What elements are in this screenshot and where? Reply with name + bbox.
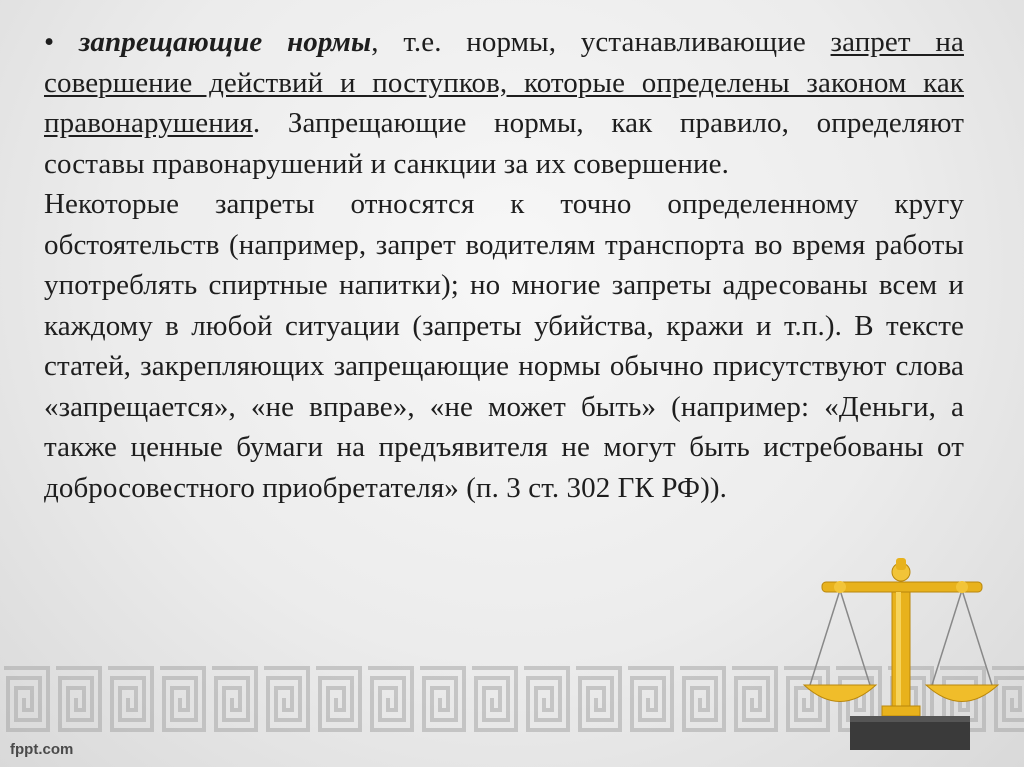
footer-logo[interactable]: fppt.com bbox=[10, 741, 74, 758]
underlined-definition: запрет на совершение действий и поступков, которые определены законом как правонарушения bbox=[44, 26, 964, 139]
definition-rest: . Запрещающие нормы, как правило, определяют составы правонарушений и санкции за их совершение. bbox=[44, 107, 964, 180]
main-text bbox=[44, 22, 964, 508]
definition-lead: , т.е. нормы, устанавливающие bbox=[371, 26, 831, 58]
term-heading: запрещающие нормы bbox=[78, 26, 372, 58]
paragraph-prohibitive-norms bbox=[44, 22, 964, 184]
bullet: • bbox=[44, 26, 55, 58]
paragraph-examples: Некоторые запреты относятся к точно определенному кругу обстоятельств (например, запрет водителям транспорта во время работы употреблять спиртные напитки); но многие запреты адресованы всем и каждому в любой ситуации (запреты убийства, кражи и т.п.). В тексте статей, закрепляющих запрещающие нормы обычно присутствуют слова «запрещается», «не вправе», «не может быть» (например: «Деньги, а также ценные бумаги на предъявителя не могут быть истребованы от добросовестного приобретателя» (п. 3 ст. 302 ГК РФ)). bbox=[44, 188, 964, 504]
scales-of-justice-icon bbox=[800, 520, 1000, 750]
